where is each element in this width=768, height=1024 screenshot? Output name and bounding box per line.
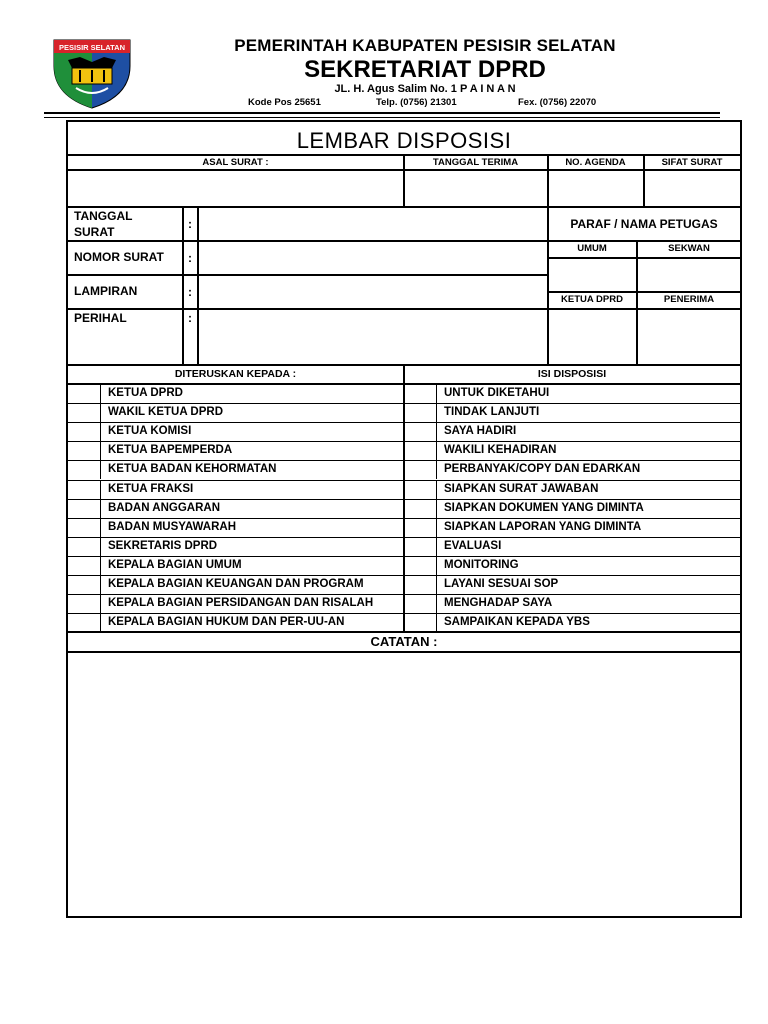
tanggal-surat-label: TANGGAL SURAT <box>74 209 133 239</box>
isi-item-label: SIAPKAN SURAT JAWABAN <box>444 482 599 495</box>
isi-item-label: EVALUASI <box>444 539 502 552</box>
isi-item-label: SAYA HADIRI <box>444 425 517 438</box>
diteruskan-checkbox[interactable] <box>68 499 101 518</box>
isi-checkbox[interactable] <box>404 594 437 613</box>
diteruskan-checkbox[interactable] <box>68 575 101 594</box>
perihal-label: PERIHAL <box>74 311 127 325</box>
address: JL. H. Agus Salim No. 1 P A I N A N <box>334 83 516 95</box>
divider <box>68 206 740 208</box>
colon: : <box>188 251 192 265</box>
umum-label: UMUM <box>577 243 607 254</box>
isi-checkbox[interactable] <box>404 556 437 575</box>
isi-checkbox[interactable] <box>404 403 437 422</box>
diteruskan-checkbox[interactable] <box>68 556 101 575</box>
isi-item-label: WAKILI KEHADIRAN <box>444 444 557 457</box>
divider <box>547 240 740 242</box>
diteruskan-checkbox[interactable] <box>68 422 101 441</box>
isi-checkbox[interactable] <box>404 422 437 441</box>
isi-checkbox[interactable] <box>404 537 437 556</box>
diteruskan-item-label: KETUA FRAKSI <box>108 482 194 495</box>
office-title: SEKRETARIAT DPRD <box>304 56 546 83</box>
colon: : <box>188 285 192 299</box>
isi-disposisi-header: ISI DISPOSISI <box>537 368 607 380</box>
diteruskan-item-label: KEPALA BAGIAN HUKUM DAN PER-UU-AN <box>108 616 345 629</box>
diteruskan-item-label: WAKIL KETUA DPRD <box>108 406 223 419</box>
sekwan-label: SEKWAN <box>668 243 710 254</box>
header-rule-thick <box>44 112 720 114</box>
diteruskan-checkbox[interactable] <box>68 594 101 613</box>
diteruskan-item-label: KETUA DPRD <box>108 387 183 399</box>
isi-item-label: UNTUK DIKETAHUI <box>444 387 550 399</box>
isi-item-label: TINDAK LANJUTI <box>444 406 540 419</box>
divider <box>547 291 740 293</box>
form-title: LEMBAR DISPOSISI <box>296 128 512 153</box>
diteruskan-checkbox[interactable] <box>68 480 101 499</box>
isi-checkbox[interactable] <box>404 518 437 537</box>
nomor-surat-label: NOMOR SURAT <box>74 250 164 264</box>
divider <box>182 206 184 364</box>
isi-item-label: SAMPAIKAN KEPADA YBS <box>444 616 590 629</box>
divider <box>197 206 199 364</box>
diteruskan-item-label: KEPALA BAGIAN UMUM <box>108 558 242 571</box>
catatan-area[interactable] <box>68 653 740 916</box>
isi-checkbox[interactable] <box>404 480 437 499</box>
disposition-form <box>66 120 742 918</box>
diteruskan-item-label: BADAN ANGGARAN <box>108 501 221 514</box>
diteruskan-item-label: KETUA KOMISI <box>108 425 192 438</box>
isi-item-label: SIAPKAN DOKUMEN YANG DIMINTA <box>444 501 644 514</box>
diteruskan-item-label: BADAN MUSYAWARAH <box>108 520 236 533</box>
catatan-label: CATATAN : <box>370 634 438 649</box>
diteruskan-checkbox[interactable] <box>68 441 101 460</box>
government-title: PEMERINTAH KABUPATEN PESISIR SELATAN <box>234 36 616 55</box>
isi-item-label: MONITORING <box>444 558 519 571</box>
no-agenda-header: NO. AGENDA <box>565 157 626 168</box>
paraf-title: PARAF / NAMA PETUGAS <box>570 217 718 231</box>
isi-item-label: LAYANI SESUAI SOP <box>444 578 559 590</box>
diteruskan-checkbox[interactable] <box>68 537 101 556</box>
ketua-dprd-label: KETUA DPRD <box>561 294 623 305</box>
colon: : <box>188 217 192 231</box>
diteruskan-item-label: SEKRETARIS DPRD <box>108 539 218 552</box>
isi-checkbox[interactable] <box>404 460 437 479</box>
header-rule-thin <box>44 117 720 118</box>
phone: Telp. (0756) 21301 <box>376 97 457 108</box>
tanggal-terima-header: TANGGAL TERIMA <box>432 157 519 168</box>
diteruskan-checkbox[interactable] <box>68 384 101 403</box>
divider <box>547 308 740 310</box>
isi-item-label: PERBANYAK/COPY DAN EDARKAN <box>444 463 641 476</box>
penerima-label: PENERIMA <box>663 294 715 305</box>
colon: : <box>188 311 192 325</box>
diteruskan-item-label: KEPALA BAGIAN KEUANGAN DAN PROGRAM <box>108 578 364 590</box>
divider <box>68 240 547 242</box>
diteruskan-checkbox[interactable] <box>68 403 101 422</box>
isi-checkbox[interactable] <box>404 441 437 460</box>
isi-checkbox[interactable] <box>404 499 437 518</box>
diteruskan-checkbox[interactable] <box>68 460 101 479</box>
divider <box>68 308 547 310</box>
diteruskan-checkbox[interactable] <box>68 518 101 537</box>
diteruskan-item-label: KETUA BADAN KEHORMATAN <box>108 463 277 476</box>
lampiran-label: LAMPIRAN <box>74 284 138 298</box>
divider <box>547 257 740 259</box>
pesisir-selatan-emblem <box>50 36 134 110</box>
diteruskan-item-label: KEPALA BAGIAN PERSIDANGAN DAN RISALAH <box>108 597 374 610</box>
isi-checkbox[interactable] <box>404 613 437 632</box>
fax: Fex. (0756) 22070 <box>518 97 597 108</box>
asal-surat-header: ASAL SURAT : <box>202 157 269 168</box>
diteruskan-kepada-header: DITERUSKAN KEPADA : <box>174 368 297 380</box>
logo-text: PESISIR SELATAN <box>59 43 125 52</box>
isi-checkbox[interactable] <box>404 384 437 403</box>
postal-code: Kode Pos 25651 <box>248 97 321 108</box>
isi-checkbox[interactable] <box>404 575 437 594</box>
sifat-surat-header: SIFAT SURAT <box>661 157 723 168</box>
divider <box>68 274 547 276</box>
diteruskan-item-label: KETUA BAPEMPERDA <box>108 444 233 457</box>
isi-item-label: SIAPKAN LAPORAN YANG DIMINTA <box>444 520 642 533</box>
isi-item-label: MENGHADAP SAYA <box>444 597 553 610</box>
divider <box>547 154 549 364</box>
diteruskan-checkbox[interactable] <box>68 613 101 632</box>
